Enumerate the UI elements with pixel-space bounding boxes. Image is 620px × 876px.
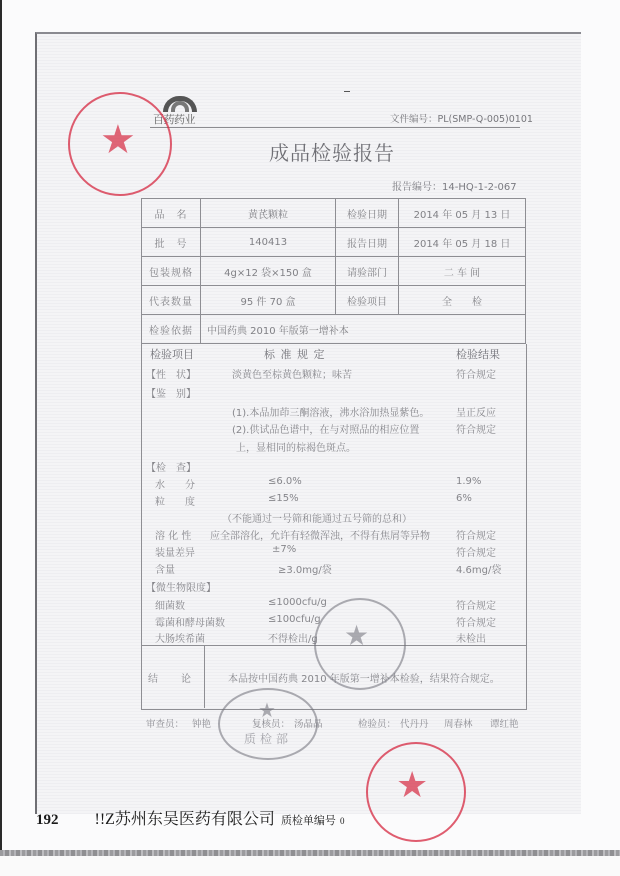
value-test-date: 2014 年 05 月 13 日 xyxy=(399,199,526,228)
label-test-date: 检验日期 xyxy=(336,199,399,228)
microbial-name: 霉菌和酵母菌数 xyxy=(155,618,225,629)
section-microbial: 【微生物限度】 xyxy=(146,583,216,594)
document-number: 文件编号：PL(SMP-Q-005)0101 xyxy=(390,114,533,125)
label-report-date: 报告日期 xyxy=(336,228,399,257)
label-product-name: 品 名 xyxy=(142,199,201,228)
scan-edge xyxy=(0,0,2,876)
microbial-result: 未检出 xyxy=(456,634,486,645)
inspection-result: 4.6mg/袋 xyxy=(456,565,502,576)
result-appearance: 符合规定 xyxy=(456,370,496,381)
footer-value: 0 xyxy=(339,816,345,826)
table-row xyxy=(142,315,526,344)
value-requesting-dept: 二 车 间 xyxy=(399,257,526,286)
label-requesting-dept: 请验部门 xyxy=(336,257,399,286)
microbial-name: 大肠埃希菌 xyxy=(155,634,205,645)
microbial-name: 细菌数 xyxy=(155,601,185,612)
inspection-standard-note: （不能通过一号筛和能通过五号筛的总和） xyxy=(222,514,412,525)
value-product-name: 黄芪颗粒 xyxy=(201,199,336,228)
inspection-standard: ±7% xyxy=(272,544,297,555)
section-identification: 【鉴 别】 xyxy=(146,389,196,400)
conclusion-label: 结 论 xyxy=(148,674,192,685)
footer-label: 质检单编号 xyxy=(280,815,336,827)
page-title: 成品检验报告 xyxy=(269,141,395,165)
footer xyxy=(36,806,344,829)
table-row xyxy=(142,199,526,228)
product-info-table xyxy=(141,198,526,344)
page-number: 192 xyxy=(36,812,59,828)
microbial-standard: ≤1000cfu/g xyxy=(268,597,327,608)
stamp-top-left xyxy=(68,92,172,196)
section-inspection: 【检 查】 xyxy=(146,463,196,474)
reviewer-name: 钟艳 xyxy=(192,719,212,730)
label-package-spec: 包装规格 xyxy=(142,257,201,286)
standard-identification-2: (2).供试品色谱中，在与对照品的相应位置 xyxy=(232,425,420,436)
value-package-spec: 4g×12 袋×150 盒 xyxy=(201,257,336,286)
inspection-result: 6% xyxy=(456,493,472,504)
stamp-bottom-red xyxy=(366,742,466,842)
result-identification-1: 呈正反应 xyxy=(456,408,496,419)
checker-label: 复核员： xyxy=(252,719,291,730)
reviewer-label: 审查员： xyxy=(146,719,185,730)
inspection-standard: ≥3.0mg/袋 xyxy=(278,565,332,576)
value-test-basis: 中国药典 2010 年版第一增补本 xyxy=(201,315,526,344)
label-quantity: 代表数量 xyxy=(142,286,201,315)
report-number: 报告编号：14-HQ-1-2-067 xyxy=(392,182,517,193)
mark xyxy=(344,91,350,92)
stamp-center-gray xyxy=(314,598,406,690)
inspection-name: 含量 xyxy=(155,565,175,576)
star-icon: ★ xyxy=(258,698,276,722)
logo-text: 百药药业 xyxy=(153,113,195,126)
inspection-standard: 应全部溶化，允许有轻微浑浊，不得有焦屑等异物 xyxy=(210,531,430,542)
column-header-standard: 标 准 规 定 xyxy=(264,348,326,361)
column-header-result: 检验结果 xyxy=(456,348,500,361)
standard-appearance: 淡黄色至棕黄色颗粒；味苦 xyxy=(232,370,352,381)
value-quantity: 95 件 70 盒 xyxy=(201,286,336,315)
inspection-standard: ≤15% xyxy=(268,493,299,504)
label-batch-no: 批 号 xyxy=(142,228,201,257)
inspection-name: 粒 度 xyxy=(155,497,195,508)
inspection-result: 符合规定 xyxy=(456,548,496,559)
inspector-name: 谭红艳 xyxy=(490,719,519,730)
microbial-standard: 不得检出/g xyxy=(268,634,318,645)
section-appearance: 【性 状】 xyxy=(146,370,196,381)
star-icon: ★ xyxy=(100,117,136,163)
table-row xyxy=(142,228,526,257)
inspector-label: 检验员： xyxy=(358,719,397,730)
inspection-name: 装量差异 xyxy=(155,548,195,559)
star-icon: ★ xyxy=(396,765,429,806)
checker-name: 汤晶晶 xyxy=(294,719,323,730)
conclusion-divider xyxy=(204,645,205,708)
label-test-items: 检验项目 xyxy=(336,286,399,315)
column-header-item: 检验项目 xyxy=(150,348,194,361)
result-identification-2: 符合规定 xyxy=(456,425,496,436)
label-test-basis: 检验依据 xyxy=(142,315,201,344)
value-test-items: 全 检 xyxy=(399,286,526,315)
value-batch-no: 140413 xyxy=(201,228,336,257)
standard-identification-2-cont: 上，显相同的棕褐色斑点。 xyxy=(236,443,356,454)
inspector-name: 周春林 xyxy=(444,719,473,730)
inspection-result: 1.9% xyxy=(456,476,482,487)
microbial-result: 符合规定 xyxy=(456,618,496,629)
scan-bottom-band xyxy=(0,850,620,856)
table-row xyxy=(142,257,526,286)
inspection-name: 水 分 xyxy=(155,480,195,491)
inspector-name: 代丹丹 xyxy=(400,719,429,730)
footer-company: !!Z苏州东吴医药有限公司 xyxy=(94,811,275,828)
star-icon: ★ xyxy=(344,619,370,652)
inspection-result: 符合规定 xyxy=(456,531,496,542)
microbial-result: 符合规定 xyxy=(456,601,496,612)
standard-identification-1: (1).本品加茚三酮溶液，沸水浴加热显紫色。 xyxy=(232,408,430,419)
microbial-standard: ≤100cfu/g xyxy=(268,614,321,625)
inspection-standard: ≤6.0% xyxy=(268,476,302,487)
conclusion-text: 本品按中国药典 2010 年版第一增补本检验，结果符合规定。 xyxy=(228,674,500,685)
stamp-text: 质检部 xyxy=(244,732,293,746)
value-report-date: 2014 年 05 月 18 日 xyxy=(399,228,526,257)
inspection-name: 溶 化 性 xyxy=(155,531,192,542)
stamp-bottom-gray xyxy=(218,688,318,760)
header-divider xyxy=(150,127,520,128)
table-row xyxy=(142,286,526,315)
